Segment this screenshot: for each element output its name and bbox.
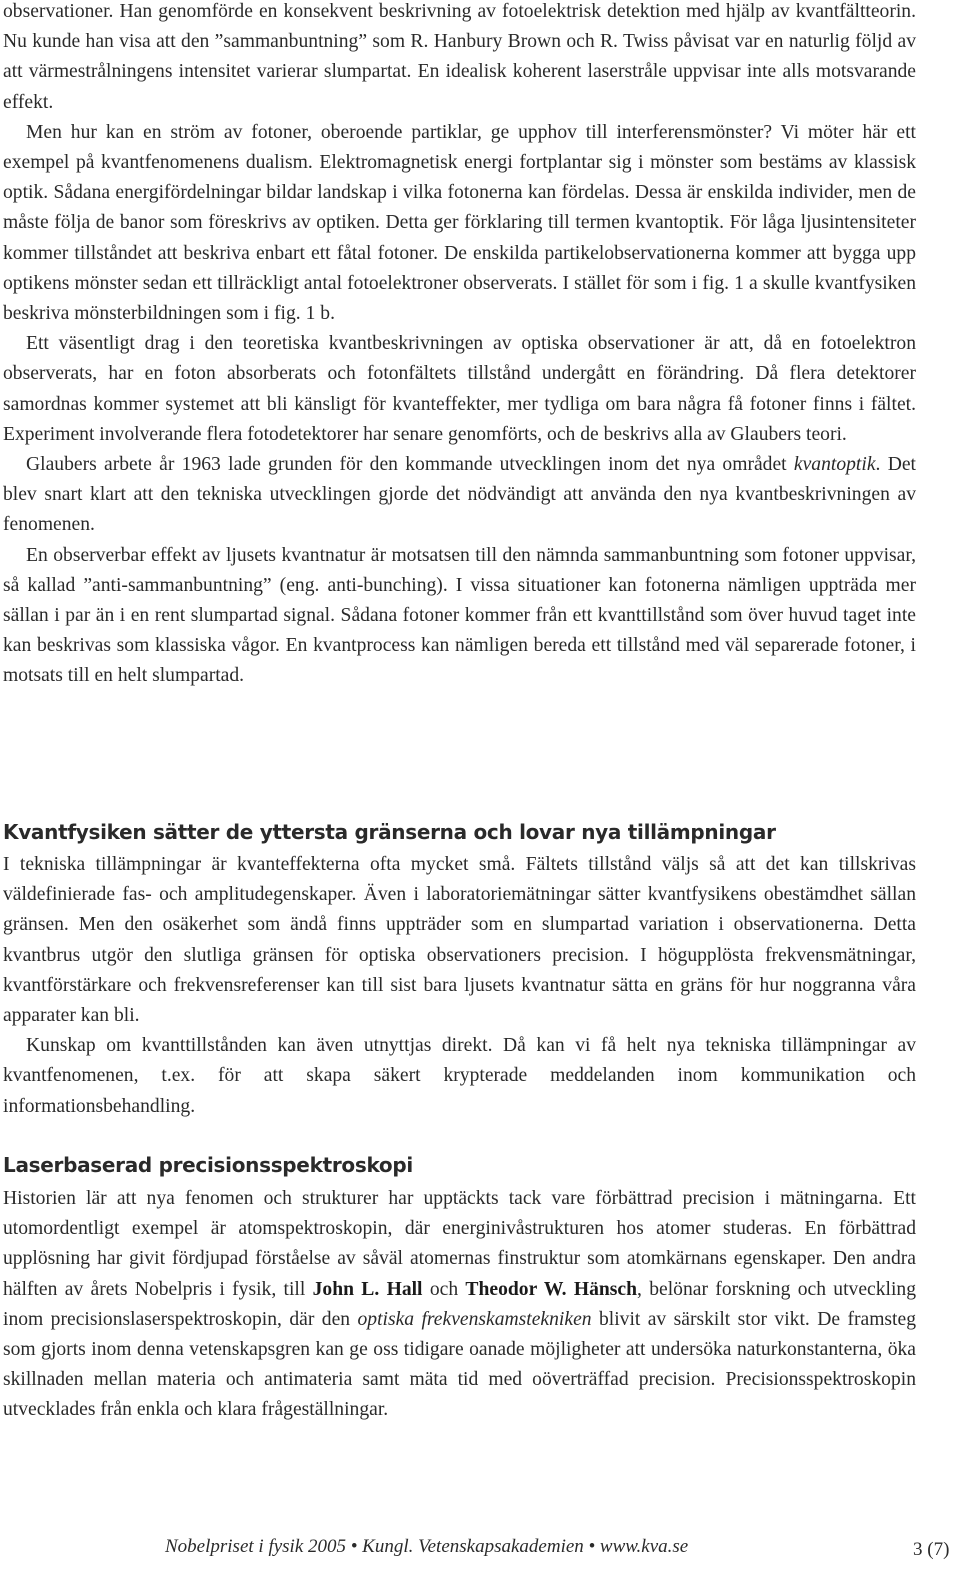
paragraph-3-emphasis: kvantoptik bbox=[793, 454, 876, 476]
page-number: 3 (7) bbox=[913, 1539, 950, 1560]
page-footer: Nobelpriset i fysik 2005 • Kungl. Vetenskapsakademien • www.kva.se bbox=[165, 1536, 689, 1557]
paragraph-3 bbox=[3, 450, 916, 541]
section-laserbaserad bbox=[3, 1184, 916, 1426]
section-intro bbox=[3, 0, 916, 692]
section-heading-laserbaserad: Laserbaserad precisionsspektroskopi bbox=[3, 1153, 413, 1177]
paragraph-1a: observationer. Han genomförde en konsekvent beskrivning av fotoelektrisk detektion med hjälp av kvantfältteorin. Nu kunde han visa att den ”sammanbuntning” som R. Hanbury Brown och R. Twiss påvisat var en naturlig följd av att värmestrålningens intensitet varierar slumpartat. En idealisk koherent laserstråle uppvisar inte alls motsvarande effekt. bbox=[3, 1, 916, 113]
section-kvantfysiken bbox=[3, 850, 916, 1122]
paragraph-2: Ett väsentligt drag i den teoretiska kvantbeskrivningen av optiska observationer är att, då en fotoelektron observerats, har en foton absorberats och fotonfältets tillstånd undergått en förändring. Då flera detektorer samordnas kommer systemet att bli känsligt för kvanteffekter, mer tydliga om bara några få fotoner finns i fältet. Experiment involverande flera fotodetektorer har senare genomförts, och de beskrivs alla av Glaubers teori. bbox=[3, 333, 916, 445]
paragraph-5: I tekniska tillämpningar är kvanteffekterna ofta mycket små. Fältets tillstånd väljs så att det kan tillskrivas väldefinierade fas- och amplitudegenskaper. Även i laboratoriemätningar sätter kvantfysikens obestämdhet sällan gränsen. Men den osäkerhet som ändå finns uppträder som en slumpartad variation i observationerna. Detta kvantbrus utgör den slutliga gränsen för optiska observationers precision. I högupplösta frekvensmätningar, kvantförstärkare och frekvensreferenser kan till sist bara ljusets kvantnatur sätta en gräns för hur noggranna våra apparater kan bli. bbox=[3, 854, 916, 1027]
laureate-name-hall: John L. Hall bbox=[312, 1278, 423, 1300]
paragraph-7-emphasis: optiska frekvenskamstekniken bbox=[357, 1308, 592, 1330]
paragraph-7-text-b: och bbox=[422, 1278, 466, 1300]
paragraph-3-text-b: . Det blev snart klart att den tekniska utvecklingen gjorde det nödvändigt att använda den nya kvantbeskrivningen av fenomenen. bbox=[3, 454, 916, 536]
paragraph-7-text-c: , belönar forskning och utveckling inom precisionslaserspektroskopin, där den bbox=[3, 1278, 917, 1330]
paragraph-3-text-a: Glaubers arbete år 1963 lade grunden för den kommande utvecklingen inom det nya området bbox=[26, 454, 794, 476]
laureate-name-hansch: Theodor W. Hänsch bbox=[465, 1278, 638, 1300]
paragraph-6: Kunskap om kvanttillstånden kan även utnyttjas direkt. Då kan vi få helt nya tekniska tillämpningar av kvantfenomenen, t.ex. för att skapa säkert krypterade meddelanden inom kommunikation och informationsbehandling. bbox=[3, 1035, 916, 1117]
paragraph-7-text-d: blivit av särskilt stor vikt. De framsteg som gjorts inom denna vetenskapsgren kan ge oss tidigare oanade möjligheter att undersöka naturkonstanterna, öka skillnaden mellan materia och antimateria samt mäta tid med oöverträffad precision. Precisionsspektroskopin utvecklades från enkla och klara frågeställningar. bbox=[3, 1308, 916, 1421]
paragraph-4: En observerbar effekt av ljusets kvantnatur är motsatsen till den nämnda sammanbuntning som fotoner uppvisar, så kallad ”anti-sammanbuntning” (eng. anti-bunching). I vissa situationer kan fotonerna nämligen uppträda mer sällan i par än i en rent slumpartad signal. Sådana fotoner kommer från ett kvanttillstånd som över huvud taget inte kan beskrivas som klassiska vågor. En kvantprocess kan nämligen bereda ett tillstånd med väl separerade fotoner, i motsats till en helt slumpartad. bbox=[3, 544, 916, 687]
section-heading-kvantfysiken: Kvantfysiken sätter de yttersta gränserna och lovar nya tillämpningar bbox=[3, 820, 776, 844]
paragraph-7 bbox=[3, 1184, 916, 1426]
paragraph-1b: Men hur kan en ström av fotoner, oberoende partiklar, ge upphov till interferensmönster? Vi möter här ett exempel på kvantfenomenens dualism. Elektromagnetisk energi fortplantar sig i mönster som bestäms av klassisk optik. Sådana energifördelningar bildar landskap i vilka fotonerna kan fördelas. Dessa är enskilda individer, men de måste följa de banor som föreskrivs av optiken. Detta ger förklaring till termen kvantoptik. För låga ljusintensiteter kommer tillståndet att beskriva enbart ett fåtal fotoner. De enskilda partikelobservationerna kommer att bygga upp optikens mönster sedan ett tillräckligt antal fotoelektroner observerats. I stället för som i fig. 1 a skulle kvantfysiken beskriva mönsterbildningen som i fig. 1 b. bbox=[3, 121, 916, 325]
paragraph-7-text-a: Historien lär att nya fenomen och strukturer har upptäckts tack vare förbättrad precision i mätningarna. Ett utomordentligt exempel är atomspektroskopin, där energinivåstrukturen hos atomer studeras. En förbättrad upplösning har givit fördjupad förståelse av såväl atomernas finstruktur som atomkärnans egenskaper. Den andra hälften av årets Nobelpris i fysik, till bbox=[3, 1188, 916, 1300]
